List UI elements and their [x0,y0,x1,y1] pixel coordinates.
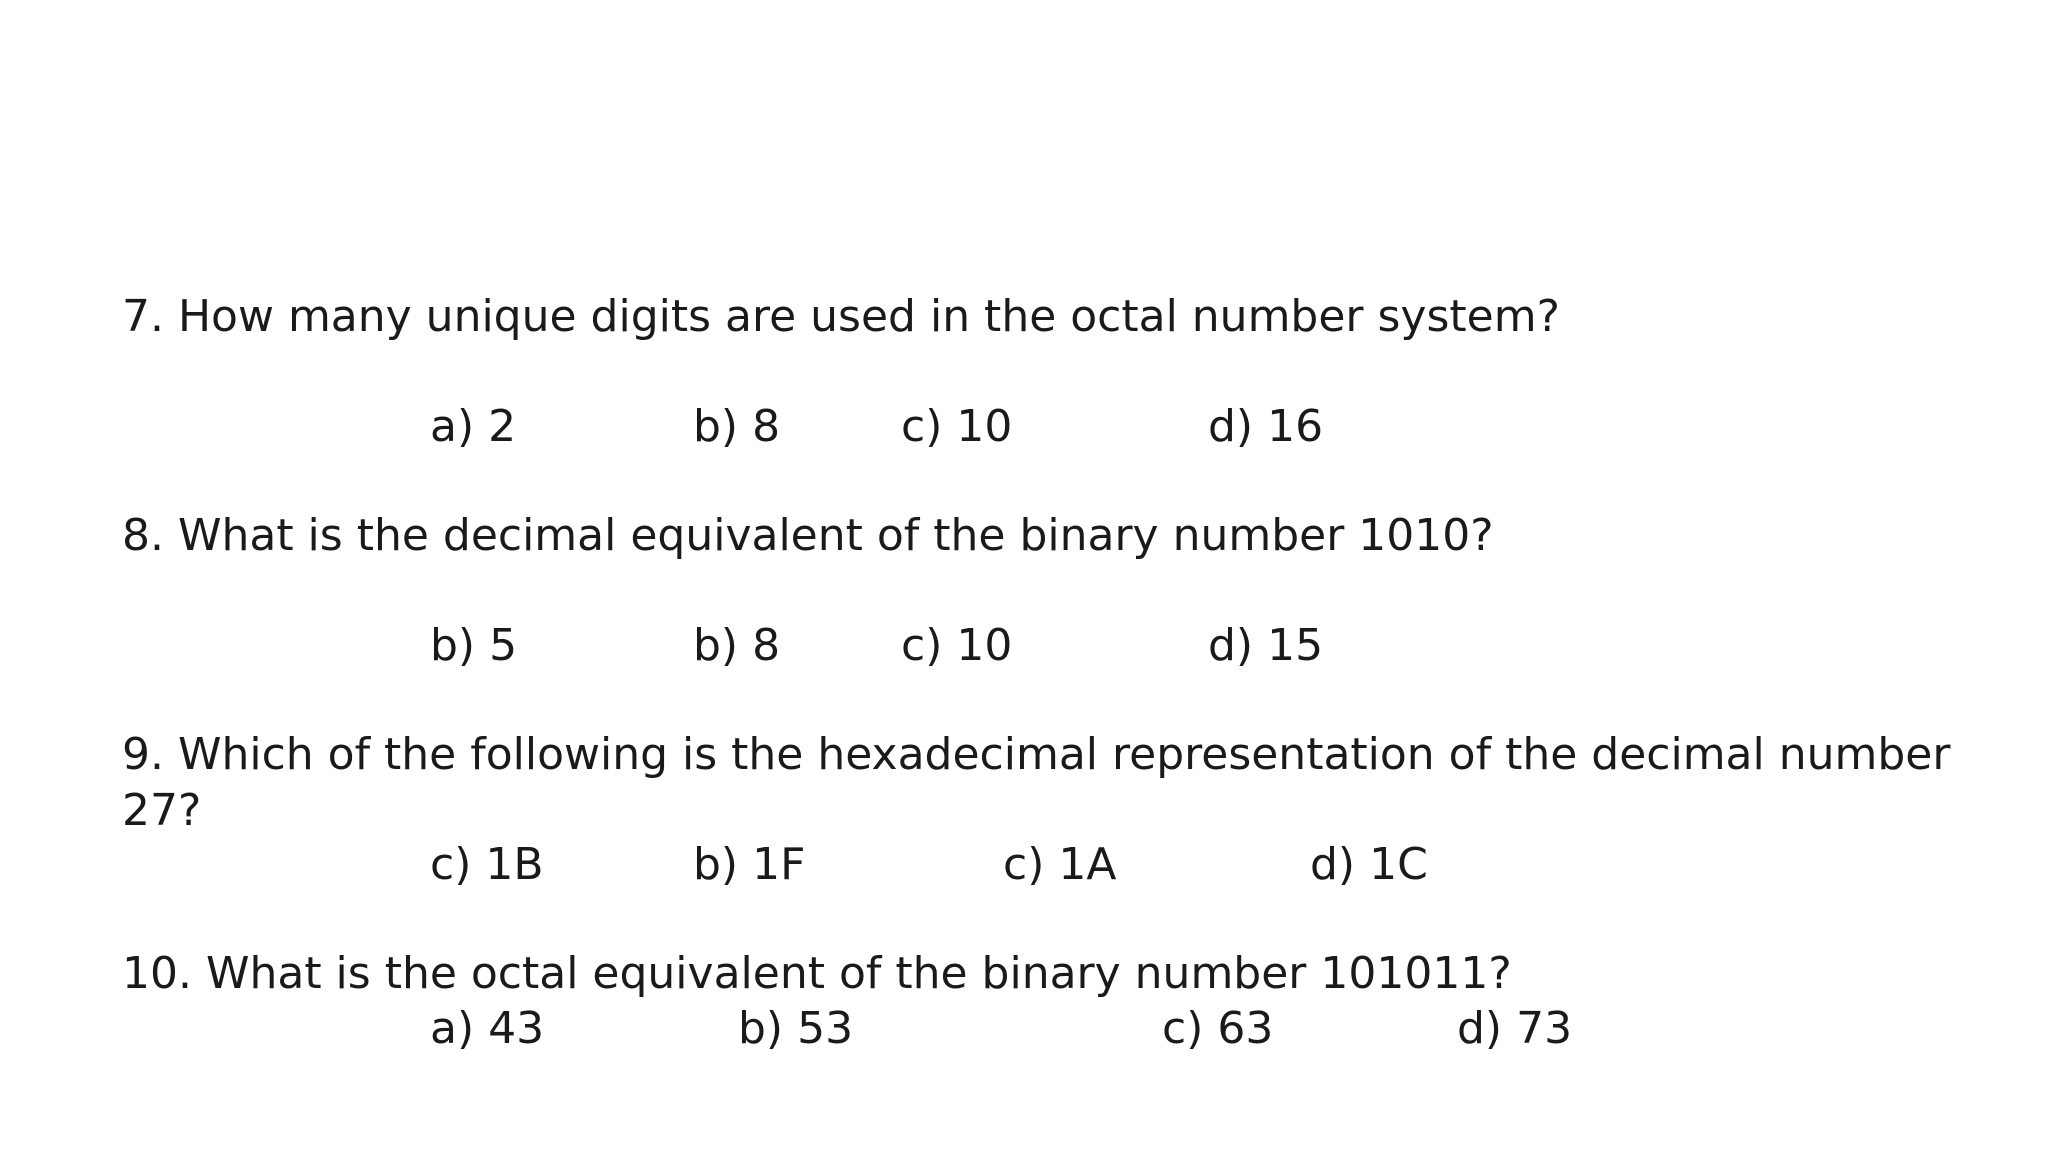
question-10: 10. What is the octal equivalent of the binary number 101011? [122,948,1512,999]
question-7-option-d: d) 16 [1208,401,1324,452]
question-9-option-d: d) 1C [1310,839,1428,890]
question-10-option-b: b) 53 [738,1003,854,1054]
question-9-option-b: b) 1F [693,839,806,890]
question-10-option-a: a) 43 [430,1003,545,1054]
question-10-option-d: d) 73 [1457,1003,1573,1054]
question-7-option-c: c) 10 [901,401,1013,452]
question-7-option-b: b) 8 [693,401,781,452]
question-8-option-a: b) 5 [430,620,518,671]
question-8-option-c: c) 10 [901,620,1013,671]
question-8: 8. What is the decimal equivalent of the binary number 1010? [122,510,1494,561]
question-9-option-a: c) 1B [430,839,544,890]
question-7-option-a: a) 2 [430,401,517,452]
question-9-option-c: c) 1A [1003,839,1117,890]
question-10-option-c: c) 63 [1162,1003,1274,1054]
question-9: 9. Which of the following is the hexadecimal representation of the decimal number 27? [122,729,1951,836]
question-8-option-d: d) 15 [1208,620,1324,671]
question-7: 7. How many unique digits are used in the octal number system? [122,291,1560,342]
question-8-option-b: b) 8 [693,620,781,671]
